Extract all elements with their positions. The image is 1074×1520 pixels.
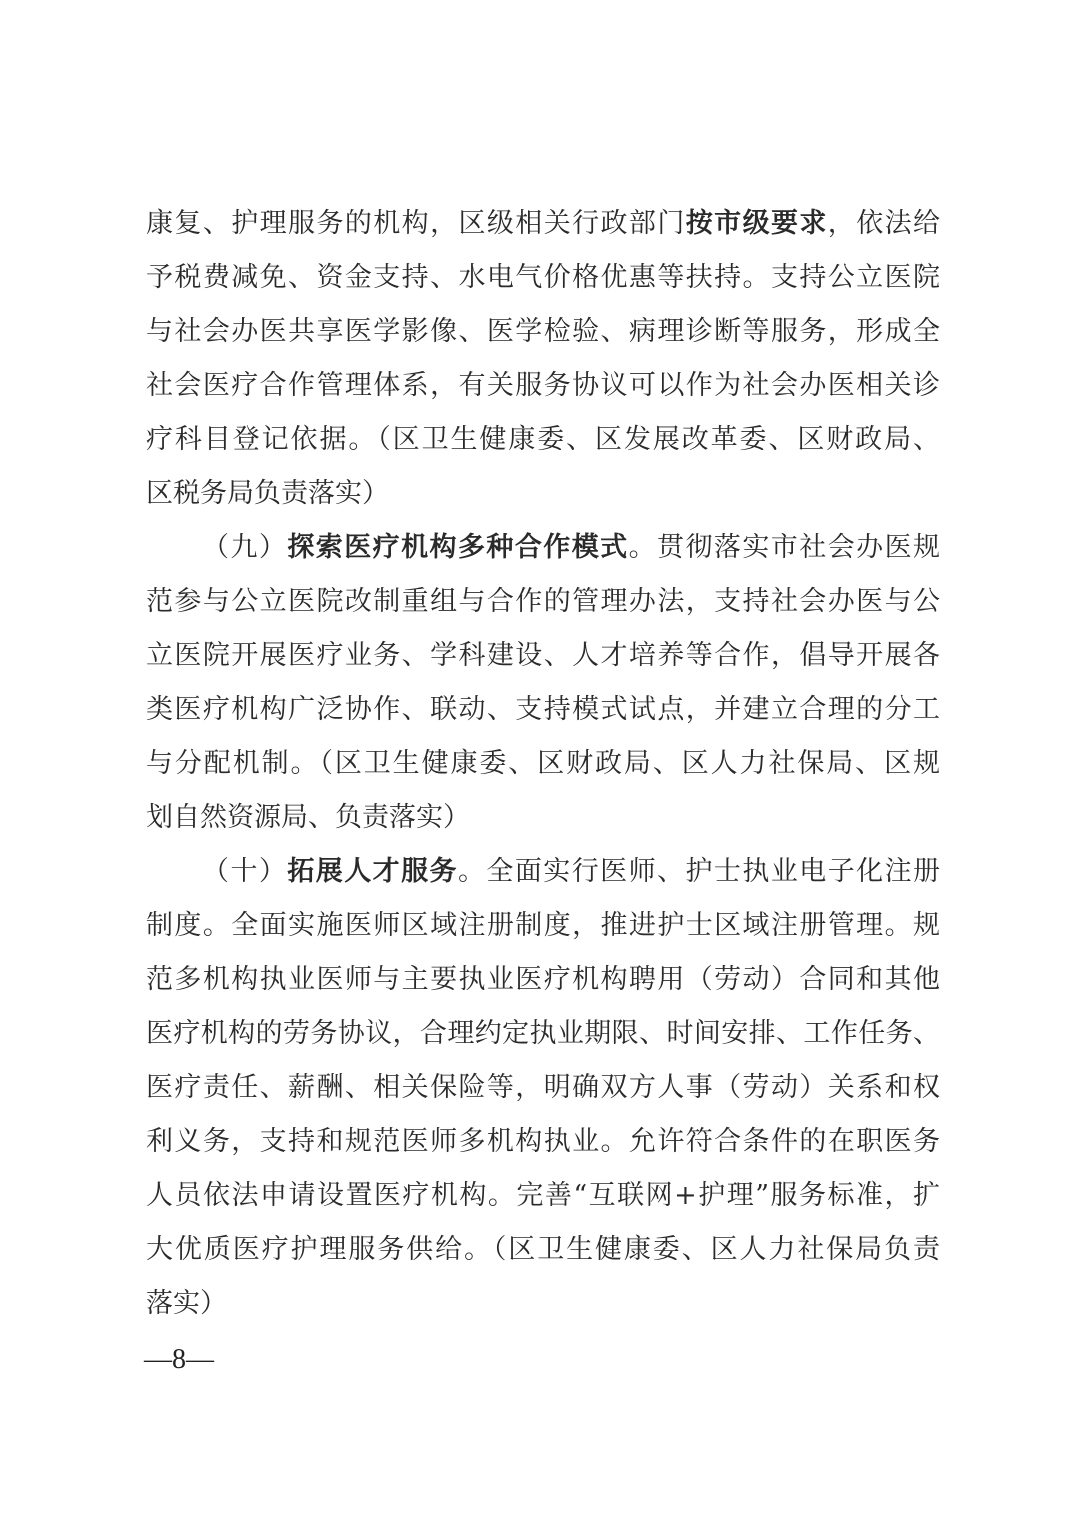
text-span: ，依法给 [827,208,941,239]
text-span: 类医疗机构广泛协作、联动、支持模式试点，并建立合理的分工 [146,694,940,725]
text-span: 大优质医疗护理服务供给。（区卫生健康委、区人力社保局负责 [146,1234,940,1265]
text-line [146,853,940,907]
text-span: 人员依法申请设置医疗机构。完善“互联网+护理”服务标准，扩 [146,1180,940,1211]
text-span: 疗科目登记依据。（区卫生健康委、区发展改革委、区财政局、 [146,424,940,455]
text-line [146,1015,940,1069]
text-line [146,745,940,799]
text-span: 。贯彻落实市社会办医规 [628,532,941,563]
text-span: 。全面实行医师、护士执业电子化注册 [457,856,941,887]
text-line [146,1285,940,1339]
text-span: 予税费减免、资金支持、水电气价格优惠等扶持。支持公立医院 [146,262,940,293]
text-span: 制度。全面实施医师区域注册制度，推进护士区域注册管理。规 [146,910,940,941]
text-span: 医疗责任、薪酬、相关保险等，明确双方人事（劳动）关系和权 [146,1072,940,1103]
section-heading: 按市级要求 [685,208,828,239]
text-span: 落实） [146,1288,227,1319]
text-line [146,475,940,529]
text-line [146,529,940,583]
text-line [146,691,940,745]
text-line [146,1123,940,1177]
document-body [146,205,940,1339]
text-span: 立医院开展医疗业务、学科建设、人才培养等合作，倡导开展各 [146,640,940,671]
section-heading: 探索医疗机构多种合作模式 [287,532,629,563]
page-number: —8— [144,1344,214,1375]
text-line [146,1177,940,1231]
text-line [146,205,940,259]
text-line [146,907,940,961]
text-span: 与分配机制。（区卫生健康委、区财政局、区人力社保局、区规 [146,748,940,779]
text-line [146,421,940,475]
text-span: 范参与公立医院改制重组与合作的管理办法，支持社会办医与公 [146,586,940,617]
text-line [146,313,940,367]
text-line [146,961,940,1015]
text-span: 社会医疗合作管理体系，有关服务协议可以作为社会办医相关诊 [146,370,940,401]
text-span: （九） [202,532,288,563]
paragraph [146,205,940,529]
paragraph [146,529,940,853]
paragraph [146,853,940,1339]
text-line [146,1069,940,1123]
text-line [146,367,940,421]
text-line [146,1231,940,1285]
text-line [146,259,940,313]
text-span: 利义务，支持和规范医师多机构执业。允许符合条件的在职医务 [146,1126,940,1157]
text-span: 康复、护理服务的机构，区级相关行政部门 [146,208,686,239]
text-span: 与社会办医共享医学影像、医学检验、病理诊断等服务，形成全 [146,316,940,347]
text-line [146,799,940,853]
text-span: 医疗机构的劳务协议，合理约定执业期限、时间安排、工作任务、 [146,1018,940,1049]
text-span: 区税务局负责落实） [146,478,389,509]
text-span: 划自然资源局、负责落实） [146,802,470,833]
text-line [146,583,940,637]
text-span: 范多机构执业医师与主要执业医疗机构聘用（劳动）合同和其他 [146,964,940,995]
section-heading: 拓展人才服务 [287,856,458,887]
text-line [146,637,940,691]
text-span: （十） [202,856,288,887]
